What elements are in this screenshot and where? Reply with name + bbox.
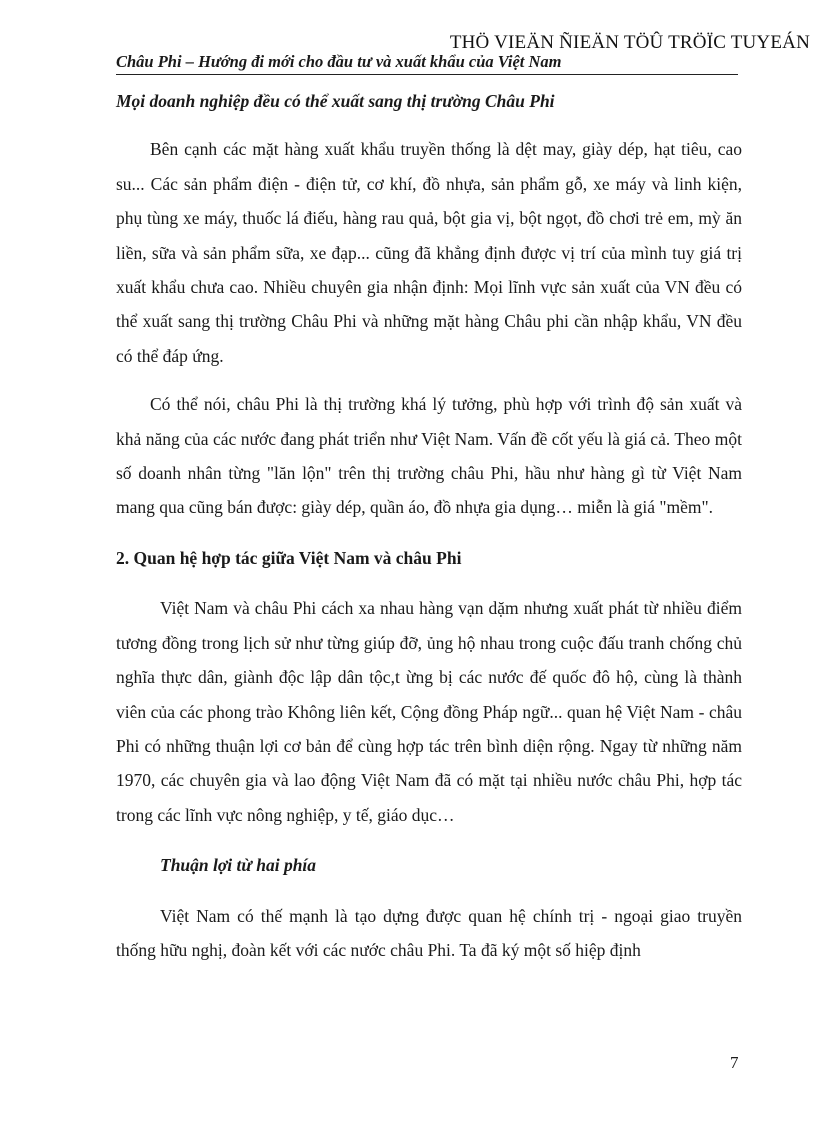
paragraph-ideal-market: Có thể nói, châu Phi là thị trường khá lý tưởng, phù hợp với trình độ sản xuất và khả năng của các nước đang phát triển như Việt Nam. Vấn đề cốt yếu là giá cả. Theo một số doanh nhân từng "lăn lộn" trên thị trường châu Phi, hầu như hàng gì từ Việt Nam mang qua cũng bán được: giày dép, quần áo, đồ nhựa gia dụng… miễn là giá "mềm".	[116, 394, 742, 518]
document-body	[116, 84, 742, 967]
section-heading-cooperation: 2. Quan hệ hợp tác giữa Việt Nam và châu Phi	[116, 547, 462, 568]
subheading-export-markets: Mọi doanh nghiệp đều có thể xuất sang thị trường Châu Phi	[116, 91, 555, 111]
page-number: 7	[730, 1053, 739, 1072]
paragraph-political-ties: Việt Nam có thế mạnh là tạo dựng được quan hệ chính trị - ngoại giao truyền thống hữu nghị, đoàn kết với các nước châu Phi. Ta đã ký một số hiệp định	[116, 905, 742, 960]
watermark-text: THÖ VIEÄN ÑIEÄN TÖÛ TRÖÏC TUYEÁN	[449, 32, 810, 53]
subheading-advantages: Thuận lợi từ hai phía	[160, 855, 317, 876]
paragraph-cooperation-history: Việt Nam và châu Phi cách xa nhau hàng vạn dặm nhưng xuất phát từ nhiều điểm tương đồng trong lịch sử như từng giúp đỡ, ủng hộ nhau trong cuộc đấu tranh chống chủ nghĩa thực dân, giành độc lập dân tộc,t ừng bị các nước đế quốc đô hộ, cùng là thành viên của các phong trào Không liên kết, Cộng đồng Pháp ngữ... quan hệ Việt Nam - châu Phi có những thuận lợi cơ bản để cùng hợp tác trên bình diện rộng. Ngay từ những năm 1970, các chuyên gia và lao động Việt Nam đã có mặt tại nhiều nước châu Phi, hợp tác trong các lĩnh vực nông nghiệp, y tế, giáo dục…	[116, 598, 742, 825]
running-header: Châu Phi – Hướng đi mới cho đầu tư và xuất khẩu của Việt Nam	[116, 52, 738, 75]
paragraph-export-products: Bên cạnh các mặt hàng xuất khẩu truyền thống là dệt may, giày dép, hạt tiêu, cao su... Các sản phẩm điện - điện tử, cơ khí, đồ nhựa, sản phẩm gỗ, xe máy và linh kiện, phụ tùng xe máy, thuốc lá điếu, hàng rau quả, bột gia vị, bột ngọt, đồ chơi trẻ em, mỳ ăn liền, sữa và sản phẩm sữa, xe đạp... cũng đã khẳng định được vị trí của mình tuy giá trị xuất khẩu chưa cao. Nhiều chuyên gia nhận định: Mọi lĩnh vực sản xuất của VN đều có thể xuất sang thị trường Châu Phi và những mặt hàng Châu phi cần nhập khẩu, VN đều có thể đáp ứng.	[116, 139, 742, 366]
